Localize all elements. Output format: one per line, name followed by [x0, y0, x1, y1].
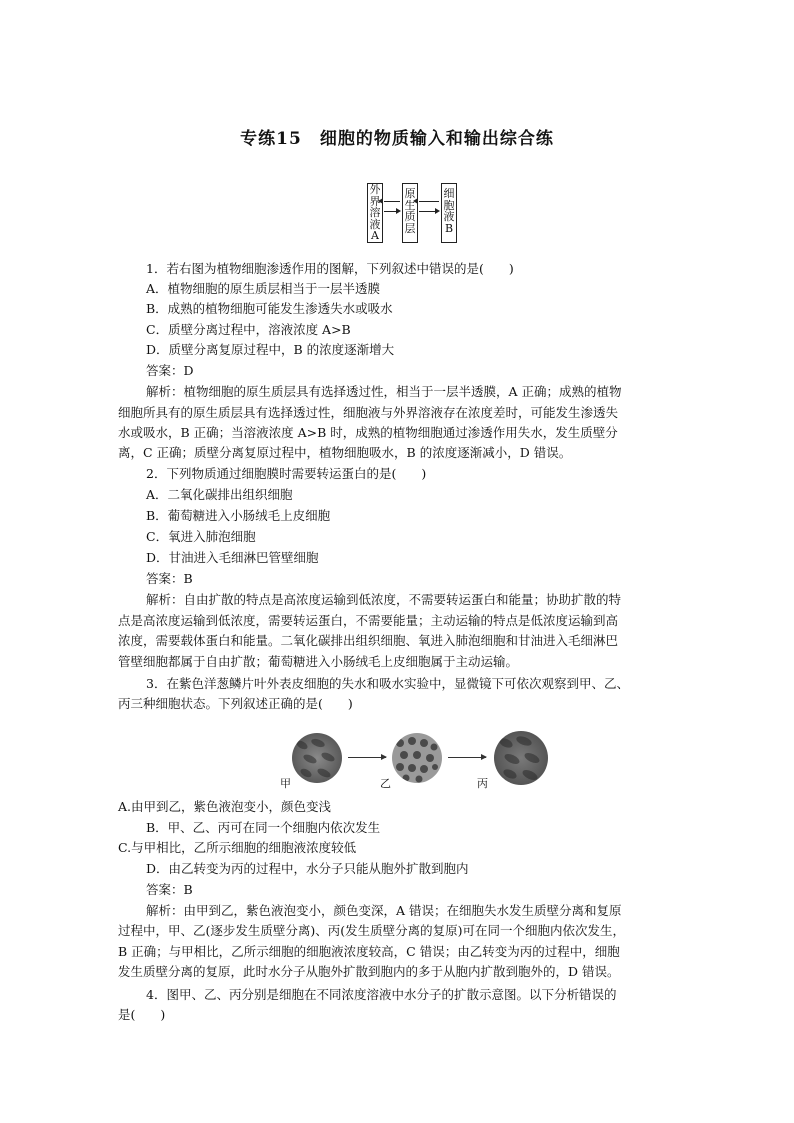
text-line: 答案：B	[146, 882, 193, 897]
cell-image-yi	[392, 733, 442, 783]
text-line: 浓度，需要载体蛋白和能量。二氧化碳排出组织细胞、氧进入肺泡细胞和甘油进入毛细淋巴	[118, 633, 619, 648]
text-line: D．甘油进入毛细淋巴管壁细胞	[146, 550, 319, 565]
text-line: 丙三种细胞状态。下列叙述正确的是( )	[118, 696, 353, 711]
text-line: B 正确；与甲相比，乙所示细胞的细胞液浓度较高，C 错误；由乙转变为丙的过程中，细胞	[118, 944, 620, 959]
text-line: 2．下列物质通过细胞膜时需要转运蛋白的是( )	[146, 466, 427, 481]
text-line: D．质壁分离复原过程中，B 的浓度逐渐增大	[146, 342, 395, 357]
text-line: 点是高浓度运输到低浓度，需要转运蛋白，不需要能量；主动运输的特点是低浓度运输到高	[118, 613, 619, 628]
text-line: B．葡萄糖进入小肠绒毛上皮细胞	[146, 508, 331, 523]
label-yi: 乙	[380, 777, 391, 790]
arrow-right-icon	[448, 757, 486, 758]
text-line: 3．在紫色洋葱鳞片叶外表皮细胞的失水和吸水实验中，显微镜下可依次观察到甲、乙、	[146, 676, 629, 691]
text-line: D．由乙转变为丙的过程中，水分子只能从胞外扩散到胞内	[146, 861, 469, 876]
arrow-right-icon	[419, 211, 438, 212]
text-line: A.由甲到乙，紫色液泡变小，颜色变浅	[118, 799, 332, 814]
protoplast-layer-box: 原 生 质 层	[402, 183, 418, 243]
cell-image-jia	[292, 733, 342, 783]
text-line: 是( )	[118, 1007, 166, 1022]
text-line: 1．若右图为植物细胞渗透作用的图解，下列叙述中错误的是( )	[146, 261, 514, 276]
text-line: 解析：植物细胞的原生质层具有选择透过性，相当于一层半透膜，A 正确；成熟的植物	[146, 384, 622, 399]
text-line: C．氧进入肺泡细胞	[146, 529, 256, 544]
text-line: 解析：由甲到乙，紫色液泡变小，颜色变深，A 错误；在细胞失水发生质壁分离和复原	[146, 903, 622, 918]
label-jia: 甲	[280, 777, 291, 790]
text-line: C.与甲相比，乙所示细胞的细胞液浓度较低	[118, 840, 357, 855]
text-line: 解析：自由扩散的特点是高浓度运输到低浓度，不需要转运蛋白和能量；协助扩散的特	[146, 592, 622, 607]
arrow-left-icon	[419, 201, 439, 202]
text-line: 水或吸水，B 正确；当溶液浓度 A>B 时，成熟的植物细胞通过渗透作用失水，发生质壁分	[118, 425, 618, 440]
text-line: 答案：B	[146, 571, 193, 586]
text-line: B．甲、乙、丙可在同一个细胞内依次发生	[146, 820, 381, 835]
text-line: A．植物细胞的原生质层相当于一层半透膜	[146, 281, 381, 296]
text-line: 4．图甲、乙、丙分别是细胞在不同浓度溶液中水分子的扩散示意图。以下分析错误的	[146, 987, 617, 1002]
cell-sap-box: 细 胞 液 B	[441, 183, 457, 243]
arrow-right-icon	[384, 211, 399, 212]
text-line: 发生质壁分离的复原，此时水分子从胞外扩散到胞内的多于从胞内扩散到胞外的，D 错误。	[118, 964, 620, 979]
cell-state-figure	[280, 733, 550, 797]
text-line: B．成熟的植物细胞可能发生渗透失水或吸水	[146, 301, 393, 316]
page-title: 专练15 细胞的物质输入和输出综合练	[240, 129, 554, 149]
text-line: 细胞所具有的原生质层具有选择透过性，细胞液与外界溶液存在浓度差时，可能发生渗透失	[118, 405, 619, 420]
text-line: C．质壁分离过程中，溶液浓度 A>B	[146, 322, 351, 337]
osmosis-diagram	[367, 183, 458, 243]
text-line: 管壁细胞都属于自由扩散；葡萄糖进入小肠绒毛上皮细胞属于主动运输。	[118, 654, 519, 669]
text-line: 答案：D	[146, 363, 194, 378]
text-line: A．二氧化碳排出组织细胞	[146, 487, 293, 502]
text-line: 离，C 正确；质壁分离复原过程中，植物细胞吸水，B 的浓度逐渐减小，D 错误。	[118, 445, 572, 460]
external-solution-box: 外 界 溶 液 A	[367, 183, 383, 243]
label-bing: 丙	[477, 777, 488, 790]
arrow-left-icon	[384, 201, 400, 202]
text-line: 过程中，甲、乙(逐步发生质壁分离)、丙(发生质壁分离的复原)可在同一个细胞内依次发生，	[118, 923, 626, 938]
arrow-right-icon	[348, 757, 386, 758]
cell-image-bing	[494, 731, 548, 785]
